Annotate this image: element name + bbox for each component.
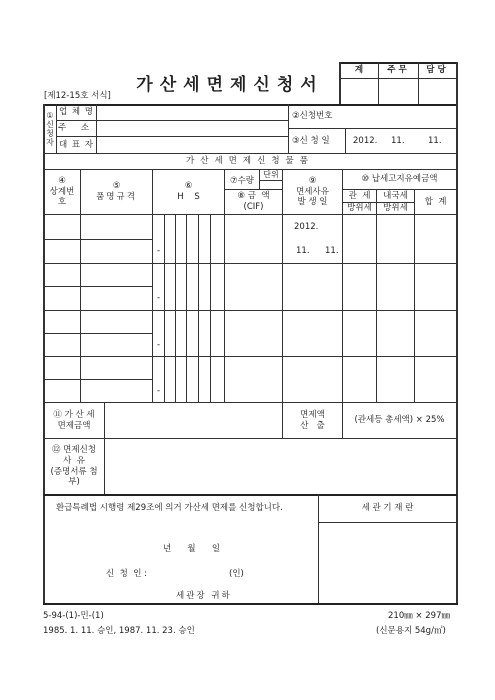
applicant-label-char: 청 bbox=[46, 129, 54, 138]
exemption-calc-label bbox=[283, 403, 342, 438]
seal-mark: (인) bbox=[229, 568, 244, 579]
hs-dash: - bbox=[156, 292, 161, 303]
application-number-field[interactable] bbox=[346, 105, 455, 128]
applicant-label-char: 자 bbox=[46, 138, 54, 148]
tax-exempt-amount-label bbox=[44, 403, 104, 438]
reason-label-2: 사 유 bbox=[63, 455, 85, 466]
footer-paper-type: (신문용지 54g/㎡) bbox=[376, 625, 446, 636]
header-item-spec-label: 품명규격 bbox=[96, 192, 137, 202]
application-date-label: ③신 청 일 bbox=[292, 135, 330, 146]
header-settlement-no-label: 상계번호 bbox=[49, 186, 75, 208]
tax-exempt-amount-label-1: ⑪ 가 산 세 bbox=[53, 409, 95, 420]
hs-dash: - bbox=[156, 245, 161, 256]
representative-field[interactable] bbox=[97, 137, 287, 153]
header-hs bbox=[153, 170, 224, 214]
header-item-spec-num: ⑤ bbox=[112, 181, 121, 192]
header-duty: 관 세 bbox=[348, 190, 371, 201]
customs-note-label: 세 관 기 재 란 bbox=[361, 503, 414, 514]
tax-exempt-amount-label-2: 면제금액 bbox=[57, 420, 91, 431]
applicant-label-char: ① bbox=[46, 110, 54, 120]
applicant-signature-label: 신 청 인 : bbox=[106, 568, 148, 579]
reason-label bbox=[44, 439, 104, 494]
application-number-label: ②신청번호 bbox=[292, 111, 333, 122]
item-row[interactable] bbox=[44, 357, 455, 401]
header-hs-num: ⑥ bbox=[184, 181, 193, 192]
tax-exempt-amount-field[interactable] bbox=[105, 403, 281, 438]
header-settlement-no bbox=[44, 170, 80, 214]
header-unit: 단위 bbox=[263, 170, 279, 179]
applicant-label-char: 신 bbox=[46, 119, 54, 129]
form-title: 가산세면제신청서 bbox=[136, 75, 324, 96]
addressee: 세관장 귀하 bbox=[176, 590, 232, 601]
form-code: [제12-15호 서식] bbox=[44, 90, 111, 101]
footer-paper-size: 210㎜ × 297㎜ bbox=[388, 610, 450, 621]
header-exempt-reason bbox=[283, 170, 342, 214]
item-row[interactable] bbox=[44, 215, 455, 262]
customs-note-field[interactable] bbox=[319, 523, 455, 602]
application-date-day: 11. bbox=[428, 135, 442, 146]
header-exempt-reason-num: ⑨ bbox=[308, 176, 317, 187]
address-label: 주 소 bbox=[57, 123, 96, 134]
approval-label-2: 주무 bbox=[387, 65, 410, 76]
reason-field[interactable] bbox=[105, 439, 455, 494]
application-date-year: 2012. bbox=[353, 135, 378, 146]
header-inner-sub: 방위세 bbox=[383, 203, 408, 214]
hs-dash: - bbox=[156, 339, 161, 350]
reason-date-year: 2012. bbox=[294, 221, 319, 232]
representative-label: 대 표 자 bbox=[58, 139, 95, 150]
declaration-date-line: 년 월 일 bbox=[163, 543, 221, 554]
reason-label-1: ⑫ 면제신청 bbox=[51, 445, 97, 456]
header-exempt-reason-a: 면세사유 bbox=[296, 186, 329, 197]
application-date-month: 11. bbox=[391, 135, 405, 146]
header-total: 합 계 bbox=[424, 196, 447, 207]
exemption-formula: (관세등 총세액) × 25% bbox=[354, 415, 445, 426]
declaration-text: 환급특례법 시행령 제29조에 의거 가산세 면제를 신청합니다. bbox=[56, 502, 283, 513]
header-hs-label: H S bbox=[177, 192, 200, 202]
header-item-spec bbox=[81, 170, 152, 214]
items-section-title: 가산세면제신청물품 bbox=[186, 156, 314, 167]
reason-date-month: 11. bbox=[296, 245, 310, 256]
company-name-field[interactable] bbox=[97, 105, 287, 120]
applicant-label bbox=[44, 105, 56, 153]
header-exempt-reason-b: 발 생 일 bbox=[297, 197, 328, 208]
footer-approval: 1985. 1. 11. 승인, 1987. 11. 23. 승인 bbox=[43, 625, 195, 636]
header-amount-label: ⑧ 금 액 bbox=[237, 191, 270, 202]
exemption-calc-label-1: 면제액 bbox=[300, 409, 325, 420]
approval-label-3: 담당 bbox=[426, 65, 449, 76]
item-row[interactable] bbox=[44, 311, 455, 355]
header-settlement-no-num: ④ bbox=[58, 176, 66, 187]
hs-dash: - bbox=[156, 385, 161, 396]
exemption-calc-label-2: 산 출 bbox=[300, 420, 325, 431]
header-inner-tax: 내국세 bbox=[383, 190, 408, 201]
reason-date-day: 11. bbox=[325, 245, 339, 256]
header-deferred-tax: ⑩ 납세고지유예금액 bbox=[361, 174, 438, 185]
header-duty-sub: 방위세 bbox=[347, 203, 372, 214]
footer-form-number: 5-94-(1)-민-(1) bbox=[43, 610, 104, 621]
item-row[interactable] bbox=[44, 264, 455, 309]
header-quantity: ⑦수량 bbox=[229, 176, 255, 187]
company-name-label: 업 체 명 bbox=[58, 107, 95, 118]
address-field[interactable] bbox=[97, 121, 287, 136]
header-amount bbox=[225, 190, 282, 214]
approval-label-1: 계 bbox=[354, 65, 364, 76]
reason-label-3: (증명서류 첨부) bbox=[50, 466, 98, 488]
application-date-field[interactable] bbox=[346, 129, 456, 153]
header-amount-sub: (CIF) bbox=[243, 202, 264, 212]
